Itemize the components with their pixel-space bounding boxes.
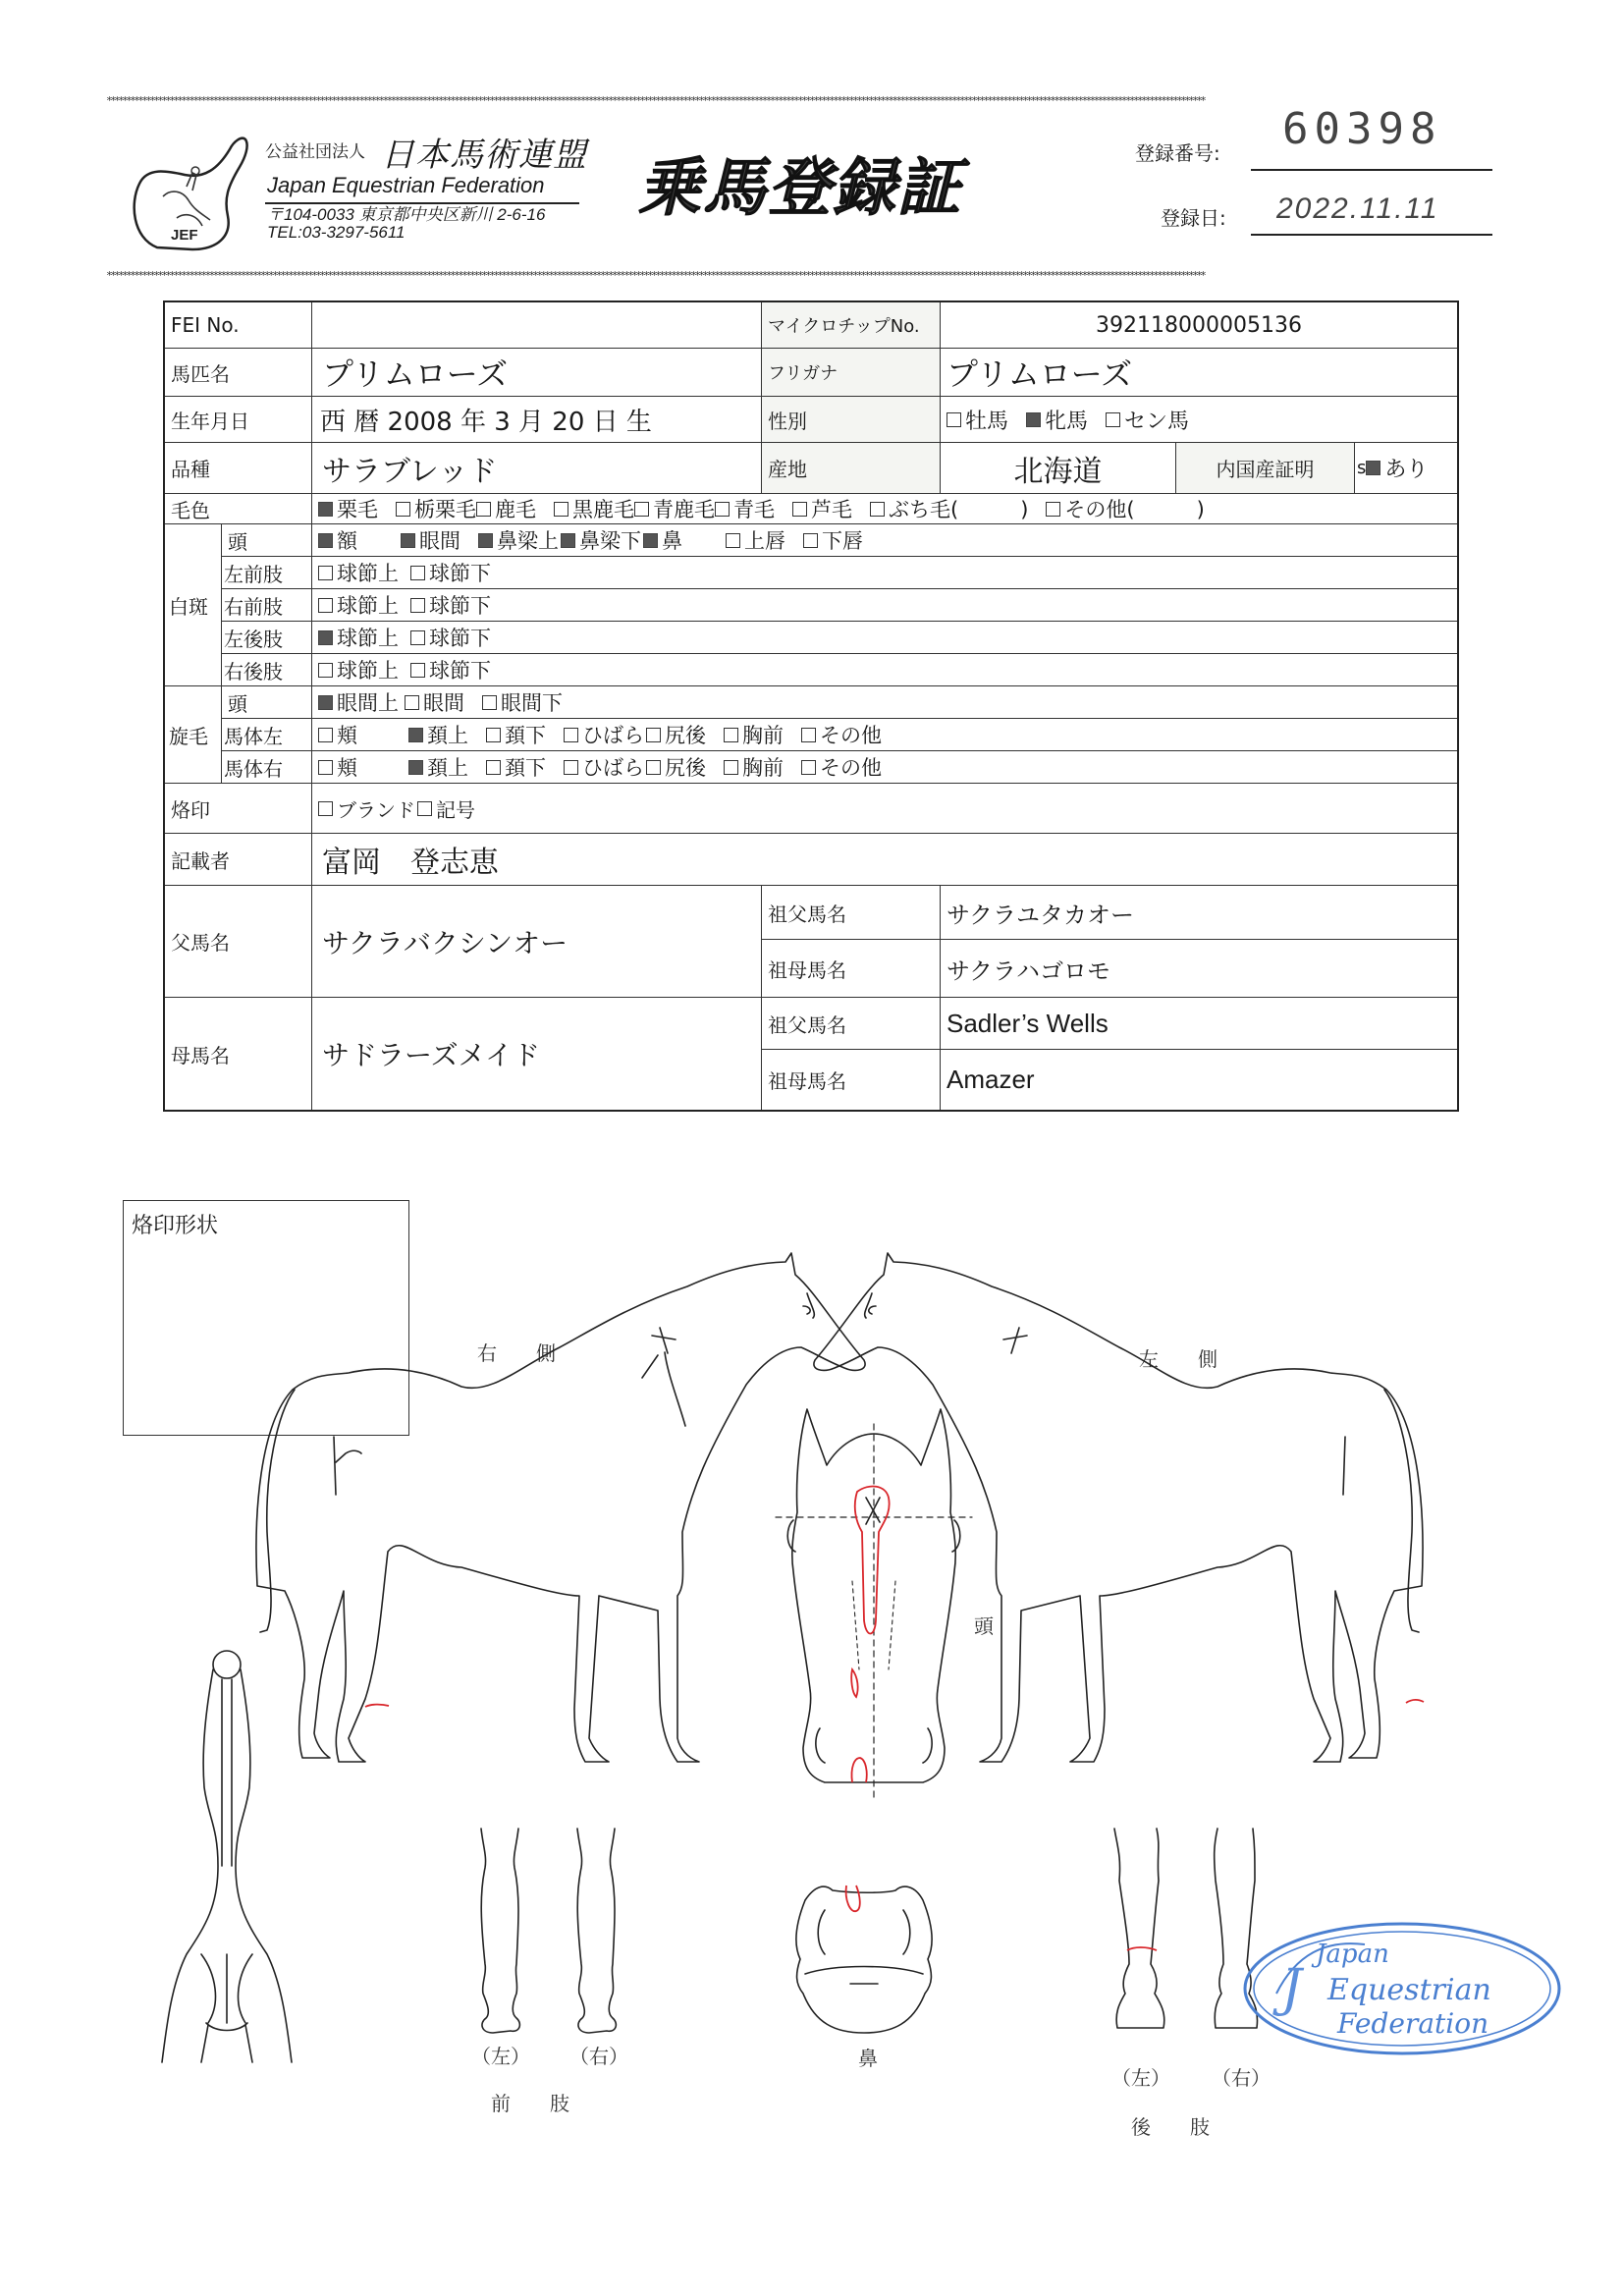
org-name-jp: 日本馬術連盟 [381,136,587,175]
nose-bridge-marking [851,1669,857,1697]
org-name-en: Japan Equestrian Federation [267,173,545,197]
dam-granddam-label: 祖母馬名 [762,1050,941,1110]
whorl-right-hindquarters[interactable]: 尻後 [646,752,706,782]
whorl-right-cheek[interactable]: 頬 [318,752,357,782]
foreleg-right-label: （右） [569,2045,628,2068]
head-label: 頭 [974,1614,994,1638]
domestic-cert-label: 内国産証明 [1176,443,1355,494]
whorl-right-chest[interactable]: 胸前 [724,752,784,782]
org-tel: TEL:03-3297-5611 [267,223,406,242]
registration-number-label: 登録番号: [1135,141,1220,165]
whorl-part-head: 頭 [222,686,312,719]
right-side-horse-icon [256,1253,865,1762]
whorls-label: 旋毛 [165,686,222,784]
whorl-head-between-eyes[interactable]: 眼間 [405,687,464,717]
hindlegs-caption: 後 肢 [1131,2115,1210,2139]
jef-stamp [1245,1924,1559,2053]
horse-name-value[interactable]: プリムローズ [312,349,762,397]
wm-right-fore-below-fetlock[interactable]: 球節下 [410,590,491,620]
wm-head-between-eyes[interactable]: 眼間 [401,525,460,555]
sex-option-gelding[interactable]: セン馬 [1106,405,1189,435]
hindleg-right-label: （右） [1212,2066,1271,2090]
wm-right-fore-above-fetlock[interactable]: 球節上 [318,590,399,620]
whorl-right-upper-neck[interactable]: 頚上 [408,752,468,782]
microchip-value[interactable]: 392118000005136 [941,302,1457,349]
coat-option-chestnut[interactable]: 栗毛 [318,494,378,523]
breed-value[interactable]: サラブレッド [312,443,762,494]
hindleg-left-label: （左） [1111,2066,1170,2090]
whorl-right-other[interactable]: その他 [801,752,882,782]
document-title: 乗馬登録証 [638,152,962,225]
recorder-value[interactable]: 富岡 登志恵 [312,834,1457,886]
brand-label: 烙印 [165,784,312,834]
whorl-left-upper-neck[interactable]: 頚上 [408,720,468,749]
sire-label: 父馬名 [165,886,312,998]
svg-text:Japan: Japan [1316,1940,1389,1969]
right-side-label: 右 側 [477,1341,556,1365]
svg-text:JEF: JEF [171,227,198,244]
dam-label: 母馬名 [165,998,312,1110]
coat-option-other[interactable]: その他( ) [1046,494,1204,523]
wm-left-hind-below-fetlock[interactable]: 球節下 [410,623,491,652]
whorl-left-other[interactable]: その他 [801,720,882,749]
wm-right-hind-above-fetlock[interactable]: 球節上 [318,655,399,684]
origin-label: 産地 [762,443,941,494]
sex-option-mare[interactable]: 牝馬 [1026,405,1088,435]
whorl-left-flank[interactable]: ひばら [564,720,644,749]
coat-option-pinto[interactable]: ぶち毛( ) [870,494,1028,523]
marking-annotations [365,1486,1424,1950]
org-type: 公益社団法人 [265,142,365,162]
whorl-right-flank[interactable]: ひばら [564,752,644,782]
sex-option-stallion[interactable]: 牡馬 [947,405,1008,435]
white-marking-part-left-fore: 左前肢 [222,557,312,589]
coat-option-gray[interactable]: 芦毛 [792,494,852,523]
white-marking-part-left-hind: 左後肢 [222,622,312,654]
birth-date-label: 生年月日 [165,397,312,443]
svg-text:Equestrian: Equestrian [1327,1973,1491,2007]
muzzle-label: 鼻 [858,2047,878,2070]
dam-value[interactable]: サドラーズメイド [312,998,762,1110]
coat-option-bay[interactable]: 鹿毛 [476,494,536,523]
left-hind-fetlock-marking [1406,1700,1424,1703]
white-markings-label: 白斑 [165,524,222,686]
sire-grandsire-label: 祖父馬名 [762,886,941,940]
dam-granddam-value[interactable]: Amazer [947,1065,1035,1094]
recorder-label: 記載者 [165,834,312,886]
muzzle-marking [846,1886,860,1911]
hindlegs-icon [1114,1829,1258,2028]
coat-option-liver-chestnut[interactable]: 栃栗毛 [396,494,476,523]
wm-head-lower-lip[interactable]: 下唇 [803,525,863,555]
left-side-label: 左 側 [1139,1347,1217,1371]
brand-option-symbol[interactable]: 記号 [417,794,475,823]
wm-right-hind-below-fetlock[interactable]: 球節下 [410,655,491,684]
head-front-view-icon [776,1409,972,1797]
sire-granddam-label: 祖母馬名 [762,940,941,998]
dam-grandsire-label: 祖父馬名 [762,998,941,1050]
white-marking-part-head: 頭 [222,524,312,557]
coat-color-label: 毛色 [165,494,312,524]
wm-head-upper-lip[interactable]: 上唇 [726,525,785,555]
wm-head-forehead[interactable]: 額 [318,525,357,555]
org-address: 〒104-0033 東京都中央区新川 2-6-16 [267,205,546,224]
brand-option-brand[interactable]: ブランド [318,794,415,823]
whorl-left-cheek[interactable]: 頬 [318,720,357,749]
dam-grandsire-value[interactable]: Sadler’s Wells [941,998,1457,1050]
sire-value[interactable]: サクラバクシンオー [312,886,762,998]
fei-no-label: FEI No. [165,302,312,349]
wm-left-hind-above-fetlock[interactable]: 球節上 [318,623,399,652]
stamp-initial-j: J [1281,1959,1302,2018]
wm-left-fore-below-fetlock[interactable]: 球節下 [410,558,491,587]
sex-label: 性別 [762,397,941,443]
coat-option-dark-bay[interactable]: 黒鹿毛 [554,494,634,523]
whorl-right-lower-neck[interactable]: 頚下 [486,752,546,782]
nose-marking [851,1758,866,1782]
white-marking-part-right-fore: 右前肢 [222,589,312,622]
microchip-label: マイクロチップNo. [762,302,941,349]
bottom-star-rule: ************************************************************************************************************************************************************************************************************************************************************************************** [106,269,1205,282]
whorl-left-hindquarters[interactable]: 尻後 [646,720,706,749]
forelegs-icon [481,1829,616,2033]
breed-label: 品種 [165,443,312,494]
coat-option-brown[interactable]: 青鹿毛 [634,494,715,523]
wm-head-nose[interactable]: 鼻 [643,525,682,555]
whorl-part-body-left: 馬体左 [222,719,312,751]
sire-granddam-value[interactable]: サクラハゴロモ [941,940,1457,998]
sire-grandsire-value[interactable]: サクラユタカオー [941,886,1457,940]
wm-head-lower-bridge[interactable]: 鼻梁下 [561,525,641,555]
birth-date-value[interactable]: 西 暦 2008 年 3 月 20 日 生 [312,397,762,443]
left-side-horse-icon [814,1253,1423,1762]
whorl-head-above-eyes[interactable]: 眼間上 [318,687,399,717]
top-star-rule: ************************************************************************************************************************************************************************************************************************************************************************************** [106,94,1205,107]
forelegs-caption: 前 肢 [491,2092,569,2115]
furigana-label: フリガナ [762,349,941,397]
foreleg-left-label: （左） [471,2045,530,2068]
whorl-head-below-eyes[interactable]: 眼間下 [482,687,563,717]
origin-value[interactable]: 北海道 [941,443,1176,494]
furigana-value[interactable]: プリムローズ [941,349,1457,397]
horse-name-label: 馬匹名 [165,349,312,397]
white-marking-part-right-hind: 右後肢 [222,654,312,686]
registration-date-label: 登録日: [1161,206,1226,230]
top-view-horse-icon [162,1651,292,2062]
whorl-left-lower-neck[interactable]: 頚下 [486,720,546,749]
wm-left-fore-above-fetlock[interactable]: 球節上 [318,558,399,587]
whorl-left-chest[interactable]: 胸前 [724,720,784,749]
whorl-part-body-right: 馬体右 [222,751,312,784]
svg-text:Federation: Federation [1337,2007,1489,2040]
coat-option-black[interactable]: 青毛 [715,494,775,523]
domestic-cert-option[interactable]: s あり [1355,443,1457,494]
right-hind-fetlock-marking [365,1705,389,1707]
wm-head-upper-bridge[interactable]: 鼻梁上 [478,525,559,555]
registration-number: 60398 [1282,104,1442,154]
muzzle-icon [796,1886,932,2033]
brand-shape-label: 烙印形状 [132,1214,219,1238]
registration-date: 2022.11.11 [1276,192,1439,225]
